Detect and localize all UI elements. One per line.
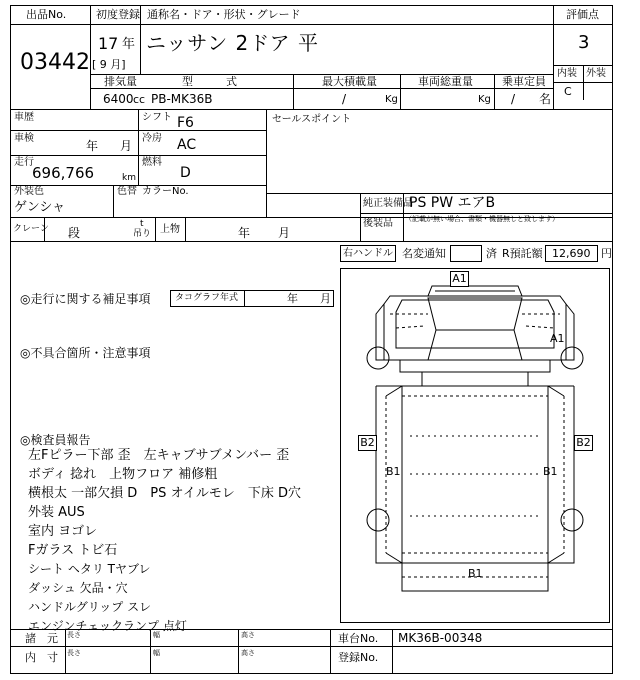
model-value: PB-MK36B — [151, 92, 213, 106]
mileage-unit: km — [122, 173, 136, 183]
displacement-label: 排気量 — [104, 75, 137, 88]
footer-height-label: 高さ — [241, 631, 255, 639]
color-code-label: 色替 — [117, 186, 137, 197]
divider — [400, 74, 401, 109]
divider — [113, 185, 114, 217]
divider — [553, 82, 613, 83]
color-no-label: カラーNo. — [142, 186, 189, 197]
footer-height-label: 高さ — [241, 649, 255, 657]
displacement-unit: cc — [133, 93, 146, 106]
divider — [330, 629, 331, 674]
aftermarket-note: （記載が無い場合、書類・機器無しと致します） — [405, 215, 559, 223]
footer-interior-label: 内 寸 — [25, 651, 58, 664]
divider — [90, 24, 553, 25]
first-reg-year-unit: 年 — [122, 37, 136, 52]
capacity-unit: 名 — [539, 92, 552, 106]
divider — [266, 109, 267, 217]
equipment-value: PS PW エアB — [409, 195, 496, 211]
damage-tag-b2-right: B2 — [574, 435, 593, 451]
defects-label: ◎不具合箇所・注意事項 — [20, 346, 151, 360]
inspector-line: Fガラス トビ石 — [28, 543, 118, 558]
crane-ton-bottom: 吊り — [133, 229, 152, 239]
divider — [266, 193, 613, 194]
divider — [403, 213, 404, 241]
divider — [185, 217, 186, 241]
grade-score: 3 — [578, 32, 590, 53]
tacho-label: タコグラフ年式 — [175, 293, 239, 303]
car-name: ニッサン 2ドア 平 — [146, 31, 320, 55]
tacho-year: 年 — [287, 292, 298, 305]
grade-label: 評価点 — [566, 8, 599, 21]
first-reg-label: 初度登録 — [96, 8, 140, 21]
name-change-suffix: 済 — [486, 247, 497, 260]
damage-tag-b1-right: B1 — [543, 465, 558, 478]
inspector-line: ハンドルグリップ スレ — [28, 600, 152, 614]
inspection-month-unit: 月 — [120, 139, 133, 153]
displacement-value: 6400 — [103, 92, 134, 106]
inspector-line: ボディ 捻れ 上物フロア 補修粗 — [28, 467, 218, 482]
divider — [10, 24, 90, 25]
divider — [140, 5, 141, 25]
right-hand-label: 右ハンドル — [343, 248, 393, 259]
shift-label: シフト — [142, 112, 172, 123]
damage-tag-b2-left: B2 — [358, 435, 377, 451]
fuel-label: 燃料 — [142, 157, 162, 168]
inspector-line: エンジンチェックランプ 点灯 — [28, 619, 187, 633]
capacity-sep: / — [511, 92, 516, 106]
color-value: ゲンシャ — [14, 200, 66, 215]
driving-notes-label: ◎走行に関する補足事項 — [20, 292, 151, 306]
inspector-line: 外装 AUS — [28, 505, 85, 520]
divider — [392, 629, 393, 674]
name-change-label: 名変通知 — [402, 247, 446, 260]
crane-ton-top: t — [140, 219, 144, 229]
max-load-label: 最大積載量 — [322, 75, 377, 88]
inspector-line: 左Fピラー下部 歪 左キャブサブメンバー 歪 — [28, 448, 290, 463]
divider — [403, 193, 404, 213]
divider — [360, 193, 361, 241]
mileage-value: 696,766 — [32, 164, 95, 182]
chassis-value: MK36B-00348 — [398, 631, 483, 645]
divider — [244, 290, 245, 307]
gross-weight-unit: Kg — [478, 94, 491, 105]
divider — [10, 646, 613, 647]
divider — [10, 130, 266, 131]
damage-tag-a1-right: A1 — [550, 332, 565, 345]
divider — [140, 24, 141, 74]
divider — [494, 74, 495, 109]
history-label: 車歴 — [14, 112, 34, 123]
cabin-label: 上物 — [160, 224, 180, 235]
divider — [10, 629, 613, 630]
equipment-label: 純正装備品 — [363, 198, 413, 209]
divider — [10, 109, 613, 110]
divider — [293, 74, 294, 109]
color-label: 外装色 — [14, 186, 44, 197]
shift-value: F6 — [177, 115, 194, 131]
recycle-value: 12,690 — [552, 247, 591, 260]
name-change-box — [450, 245, 482, 262]
damage-tag-b1-left: B1 — [386, 465, 401, 478]
crane-stage: 段 — [68, 226, 81, 240]
divider — [90, 88, 553, 89]
inspector-line: ダッシュ 欠品・穴 — [28, 581, 128, 595]
divider — [10, 185, 266, 186]
divider — [553, 24, 613, 25]
divider — [10, 155, 266, 156]
inspector-line: 室内 ヨゴレ — [28, 524, 98, 539]
ac-label: 冷房 — [142, 133, 162, 144]
lot-number: 03442 — [20, 50, 90, 75]
footer-length-label: 長さ — [67, 631, 81, 639]
mileage-label: 走行 — [14, 157, 34, 168]
divider — [150, 629, 151, 674]
fuel-value: D — [180, 165, 191, 181]
aftermarket-label: 後装品 — [363, 218, 393, 229]
inspector-line: 横根太 一部欠損 D PS オイルモレ 下床 D穴 — [28, 486, 301, 501]
divider — [65, 629, 66, 674]
capacity-label: 乗車定員 — [502, 75, 546, 88]
max-load-unit: Kg — [385, 94, 398, 105]
lot-label: 出品No. — [26, 8, 67, 21]
footer-specs-label: 諸 元 — [25, 632, 58, 645]
recycle-unit: 円 — [601, 247, 612, 260]
chassis-label: 車台No. — [338, 632, 379, 645]
interior-grade-label: 内装 — [557, 68, 577, 79]
cabin-year-unit: 年 — [238, 226, 251, 240]
registration-label: 登録No. — [338, 651, 379, 664]
first-reg-year: 17 — [98, 34, 119, 53]
damage-tag-a1-top: A1 — [450, 271, 469, 287]
inspection-label: 車検 — [14, 133, 34, 144]
inspector-label: ◎検査員報告 — [20, 433, 91, 447]
max-load-sep: / — [342, 92, 347, 106]
cabin-month-unit: 月 — [278, 226, 291, 240]
divider — [553, 5, 554, 109]
inspector-line: シート ヘタリ Tヤブレ — [28, 562, 151, 576]
first-reg-month: [ 9 月] — [92, 58, 126, 71]
model-label: 型 式 — [182, 75, 237, 88]
divider — [90, 5, 91, 109]
gross-weight-label: 車両総重量 — [418, 75, 473, 88]
divider — [138, 109, 139, 185]
car-name-label: 通称名・ドア・形状・グレード — [147, 8, 301, 21]
footer-width-label: 幅 — [153, 649, 160, 657]
divider — [360, 213, 613, 214]
inspection-year-unit: 年 — [86, 139, 99, 153]
footer-width-label: 幅 — [153, 631, 160, 639]
footer-length-label: 長さ — [67, 649, 81, 657]
ac-value: AC — [177, 137, 197, 153]
exterior-grade-label: 外装 — [586, 68, 606, 79]
interior-grade-value: C — [564, 85, 572, 98]
crane-label: クレーン — [13, 224, 49, 234]
tacho-month: 月 — [320, 292, 331, 305]
recycle-label: R預託額 — [502, 247, 543, 260]
divider — [155, 217, 156, 241]
divider — [10, 241, 613, 242]
sales-point-label: セールスポイント — [272, 114, 352, 125]
divider — [238, 629, 239, 674]
damage-tag-b1-bottom: B1 — [468, 567, 483, 580]
